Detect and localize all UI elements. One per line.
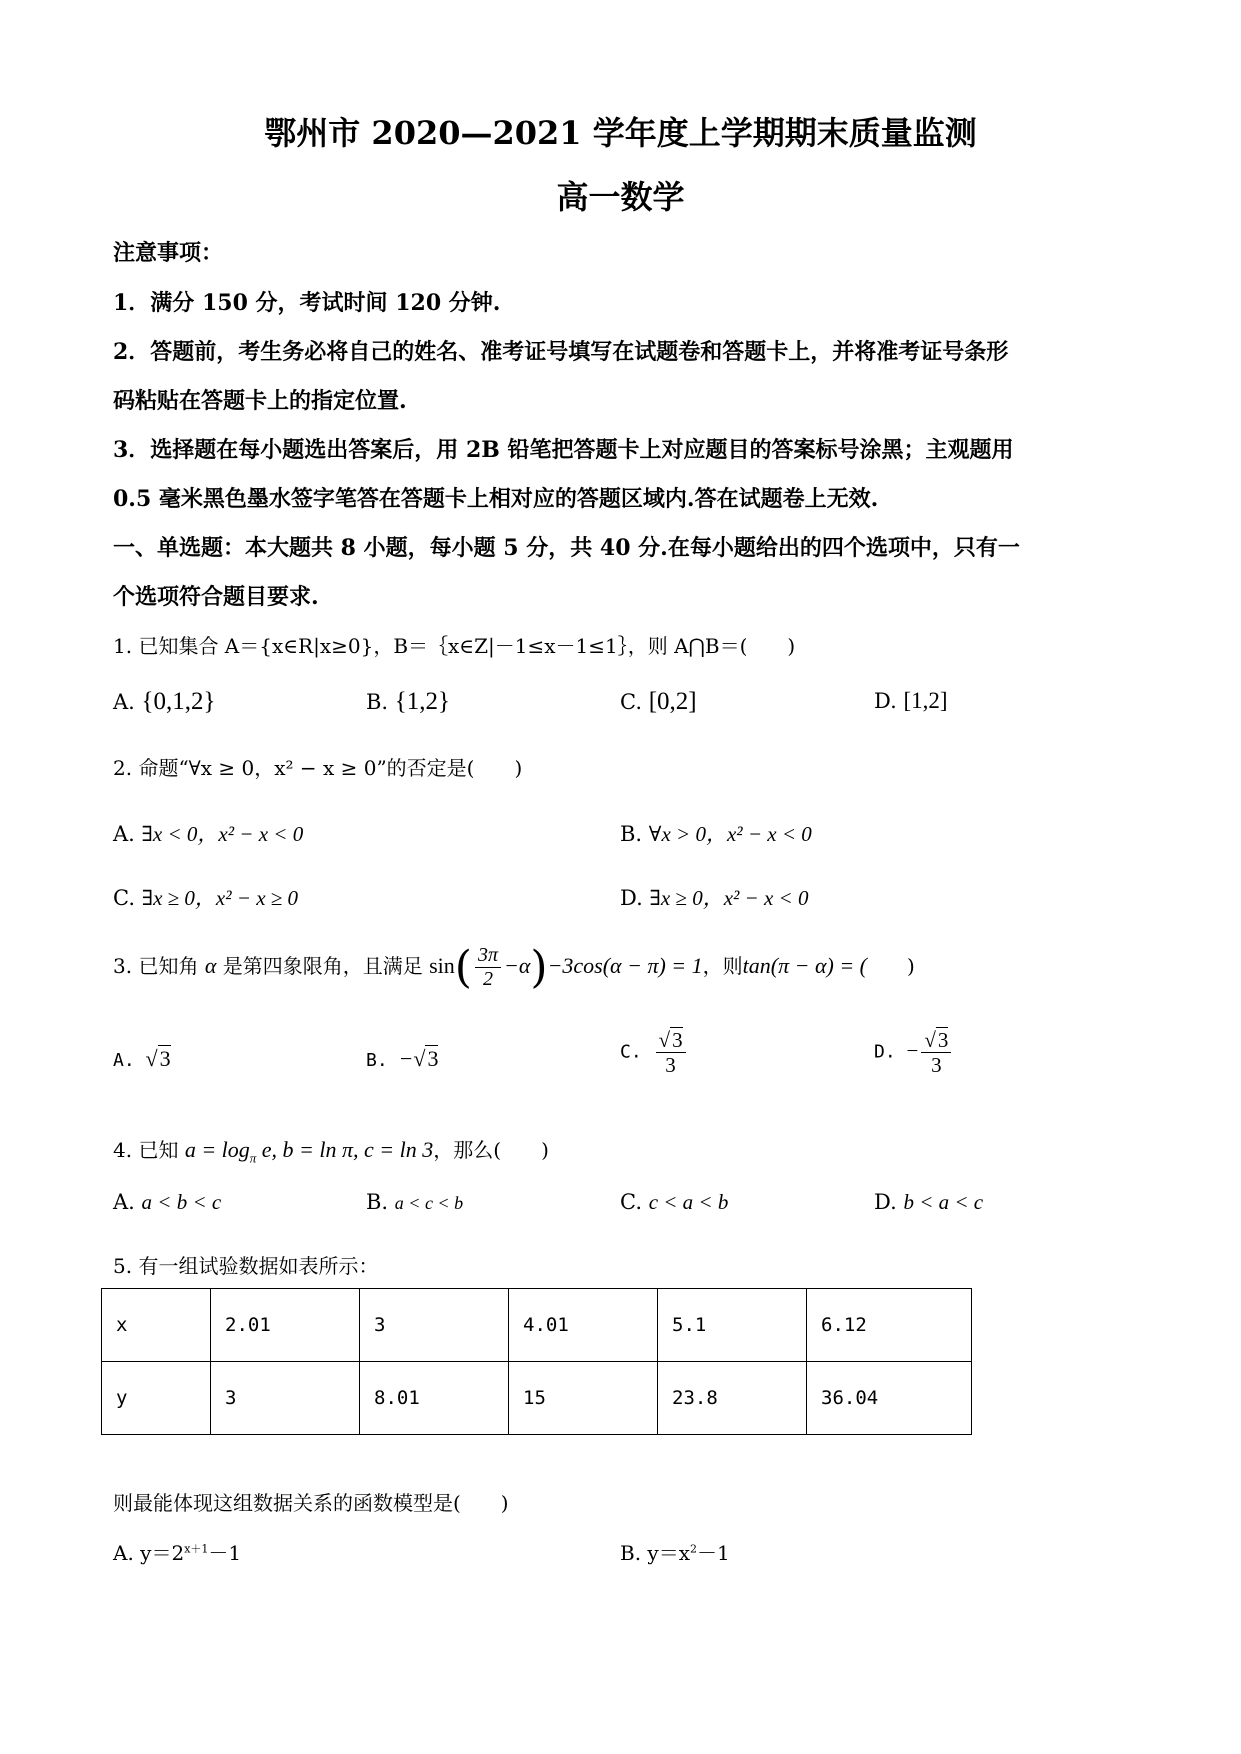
table-cell: 4.01 — [509, 1289, 658, 1362]
log-expression — [184, 1137, 434, 1166]
question-4-stem-end: ，那么( ) — [433, 1138, 549, 1162]
fraction-3pi-over-2 — [475, 944, 501, 991]
fraction-denominator: 2 — [482, 968, 493, 990]
table-cell: 6.12 — [807, 1289, 972, 1362]
log-base: π — [249, 1150, 257, 1166]
question-1-option-a — [113, 688, 216, 716]
left-paren: ( — [454, 942, 472, 993]
option-label: A. — [113, 690, 135, 714]
notice-item-3-line-2: 0.5 毫米黑色墨水签字笔答在答题卡上相对应的答题区域内.答在试题卷上无效. — [113, 486, 879, 512]
question-3-stem-mid: 是第四象限角，且满足 — [222, 954, 423, 978]
option-label: B. — [620, 822, 643, 846]
table-cell: 8.01 — [360, 1362, 509, 1435]
question-3-stem-end: ) — [867, 954, 915, 978]
exam-subtitle: 高一数学 — [556, 178, 685, 216]
option-label: A. — [113, 822, 135, 846]
question-1-stem: 1. 已知集合 A＝{x∈R|x≥0}，B＝｛x∈Z|－1≤x－1≤1｝，则 A⋂B＝( ) — [113, 634, 796, 658]
option-label: C. — [620, 690, 642, 714]
question-2-option-a — [113, 818, 303, 848]
question-2-option-d — [620, 882, 808, 912]
option-label: D. — [874, 1190, 897, 1214]
table-cell: 5.1 — [658, 1289, 807, 1362]
equation-rest: −3cos(α − π) = 1 — [547, 953, 703, 978]
table-cell: 36.04 — [807, 1362, 972, 1435]
question-1-option-d — [874, 688, 948, 714]
notice-item-1: 1．满分 150 分，考试时间 120 分钟. — [113, 290, 501, 316]
option-value-post: －1 — [208, 1541, 242, 1565]
table-row — [102, 1362, 972, 1435]
option-value-exponent: x＋1 — [184, 1542, 209, 1556]
table-cell: 3 — [211, 1362, 360, 1435]
notice-item-2-line-1: 2．答题前，考生务必将自己的姓名、准考证号填写在试题卷和答题卡上，并将准考证号条形 — [113, 339, 1009, 365]
question-1-option-b — [366, 688, 450, 716]
notice-heading: 注意事项： — [113, 240, 224, 266]
question-5-after: 则最能体现这组数据关系的函数模型是( ) — [113, 1491, 509, 1515]
option-label: A. — [113, 1050, 135, 1071]
option-label: B. — [620, 1541, 642, 1565]
tan-expression: tan(π − α) = ( — [742, 953, 868, 978]
fraction-denominator: 3 — [665, 1053, 676, 1078]
question-2-option-c — [113, 882, 298, 912]
sqrt-radicand: 3 — [672, 1028, 683, 1052]
question-3-option-a: A. √3 — [113, 1046, 171, 1071]
sqrt-radicand: 3 — [427, 1046, 439, 1071]
option-value: [0,2] — [648, 688, 697, 715]
option-value: ∃x ≥ 0，x² − x ≥ 0 — [141, 886, 299, 910]
question-4-option-a — [113, 1190, 221, 1215]
option-label: A. — [113, 1190, 135, 1214]
question-4-option-b — [366, 1190, 463, 1214]
option-value-post: －1 — [697, 1541, 730, 1565]
option-value: ∃x < 0，x² − x < 0 — [141, 822, 304, 846]
option-label: D. — [874, 689, 897, 713]
option-value: [1,2] — [903, 688, 948, 713]
fraction-sqrt3-over-3: $\frac{√3}{3}$ — [656, 1028, 686, 1077]
sin-function: sin — [429, 953, 455, 978]
alpha-symbol: α — [204, 953, 217, 978]
option-label: B. — [366, 690, 389, 714]
fraction-sqrt3-over-3: $\frac{√3}{3}$ — [921, 1028, 951, 1077]
option-label: D. — [874, 1041, 896, 1063]
option-label: D. — [620, 886, 643, 910]
sqrt-radicand: 3 — [159, 1046, 171, 1071]
option-value-pre: y＝x — [647, 1541, 690, 1565]
question-4-option-d — [874, 1190, 983, 1215]
option-value: a < c < b — [394, 1193, 464, 1213]
option-label: B. — [366, 1190, 389, 1214]
option-value: ∀x > 0，x² − x < 0 — [648, 822, 812, 846]
table-row — [102, 1289, 972, 1362]
data-table — [101, 1288, 972, 1435]
fraction-denominator: 3 — [931, 1053, 942, 1078]
sqrt-radicand: 3 — [937, 1028, 949, 1052]
table-cell: 3 — [360, 1289, 509, 1362]
table-cell: 23.8 — [658, 1362, 807, 1435]
question-4-option-c — [620, 1190, 728, 1215]
option-label: C. — [620, 1190, 642, 1214]
question-3-option-c — [620, 1028, 689, 1077]
option-value: ∃x ≥ 0，x² − x < 0 — [649, 886, 809, 910]
question-3-option-d — [874, 1028, 954, 1077]
question-5-stem: 5. 有一组试验数据如表所示： — [113, 1254, 379, 1278]
option-value: {0,1,2} — [141, 688, 216, 715]
option-value: {1,2} — [394, 688, 451, 715]
right-paren: ) — [530, 942, 548, 993]
log-expression-a: a = log — [184, 1137, 250, 1162]
option-value: a < b < c — [141, 1190, 222, 1214]
question-3-option-b: B. −√3 — [366, 1046, 439, 1071]
option-label: C. — [620, 1041, 642, 1063]
option-value: b < a < c — [903, 1190, 984, 1214]
option-value-exponent: 2 — [690, 1542, 697, 1556]
negative-sign: − — [398, 1046, 414, 1071]
question-4-stem — [113, 1134, 549, 1166]
negative-sign: − — [906, 1038, 919, 1063]
table-cell: y — [102, 1362, 211, 1435]
question-2-stem: 2. 命题“∀x ≥ 0，x² − x ≥ 0”的否定是( ) — [113, 756, 523, 780]
section-1-line-2: 个选项符合题目要求. — [113, 584, 319, 610]
question-2-option-b — [620, 818, 812, 848]
option-value: c < a < b — [648, 1190, 729, 1214]
question-3-stem-then: ，则 — [702, 954, 743, 978]
minus-alpha: −α — [503, 953, 531, 978]
option-label: C. — [113, 886, 135, 910]
question-5-option-a — [113, 1537, 241, 1566]
notice-item-3-line-1: 3．选择题在每小题选出答案后，用 2B 铅笔把答题卡上对应题目的答案标号涂黑；主观题用 — [113, 437, 1014, 463]
table-cell: 15 — [509, 1362, 658, 1435]
question-5-option-b — [620, 1537, 730, 1566]
question-3-stem-pre: 3. 已知角 — [113, 954, 199, 978]
exam-title: 鄂州市 2020—2021 学年度上学期期末质量监测 — [264, 114, 977, 152]
table-cell: 2.01 — [211, 1289, 360, 1362]
fraction-numerator: 3π — [475, 944, 501, 968]
question-3-stem — [113, 942, 915, 993]
log-expression-rest: e, b = ln π, c = ln 3 — [256, 1137, 434, 1162]
option-value-pre: y＝2 — [140, 1541, 185, 1565]
option-label: B. — [366, 1050, 388, 1071]
option-label: A. — [113, 1541, 134, 1565]
question-4-stem-pre: 4. 已知 — [113, 1138, 179, 1162]
question-1-option-c — [620, 688, 697, 716]
table-cell: x — [102, 1289, 211, 1362]
section-1-line-1: 一、单选题：本大题共 8 小题，每小题 5 分，共 40 分.在每小题给出的四个选项中，只有一 — [113, 535, 1020, 561]
notice-item-2-line-2: 码粘贴在答题卡上的指定位置. — [113, 388, 407, 414]
